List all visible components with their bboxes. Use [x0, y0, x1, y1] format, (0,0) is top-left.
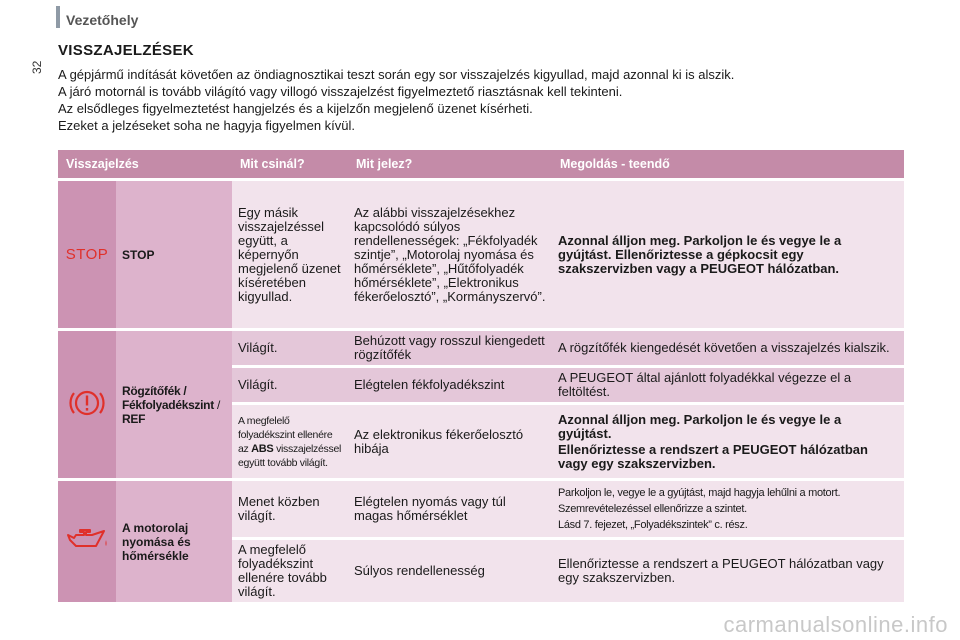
table-row — [58, 478, 904, 537]
solution: Azonnal álljon meg. Parkoljon le és vegye le a gyújtást. Ellenőriztesse a gépkocsit egy szakszervizben vagy a PEUGEOT hálózatban. — [552, 178, 904, 328]
what-it-does: Egy másik visszajelzéssel együtt, a képernyőn megjelenő üzenet kíséretében kigyullad. — [232, 178, 348, 328]
oil-icon-cell — [58, 478, 116, 602]
what-it-does — [232, 402, 348, 478]
solution: A PEUGEOT által ajánlott folyadékkal végezze el a feltöltést. — [552, 365, 904, 402]
what-it-does: A megfelelő folyadékszint ellenére tovább világít. — [232, 537, 348, 602]
solution — [552, 402, 904, 478]
what-it-does: Menet közben világít. — [232, 478, 348, 537]
signal-name: A motorolaj nyomása és hőmérsékle — [116, 478, 232, 602]
signal-name-part: Rögzítőfék / — [122, 383, 187, 398]
intro-line: A gépjármű indítását követően az öndiagnosztikai teszt során egy sor visszajelzés kigyullad, majd azonnal ki is alszik. — [58, 67, 735, 82]
signal-name: STOP — [116, 178, 232, 328]
signal-name-part: REF — [122, 411, 146, 426]
solution-line: Parkoljon le, vegye le a gyújtást, majd hagyja lehűlni a motort. — [558, 487, 841, 499]
abs-label: ABS — [251, 442, 274, 455]
what-it-does: Világít. — [232, 365, 348, 402]
what-text: A megfelelő folyadékszint ellenére az — [238, 414, 333, 455]
page-heading: VISSZAJELZÉSEK — [58, 42, 194, 59]
watermark: carmanualsonline.info — [723, 612, 948, 637]
page-number: 32 — [30, 60, 44, 74]
solution — [552, 478, 904, 537]
solution-line: Azonnal álljon meg. Parkoljon le és vegye le a gyújtást. — [558, 411, 842, 441]
stop-warning-icon: STOP — [65, 245, 109, 263]
signal-name-separator: / — [213, 397, 220, 412]
solution-line: Szemrevételezéssel ellenőrizze a szintet. — [558, 503, 747, 515]
intro-line: Ezeket a jelzéseket soha ne hagyja figyelmen kívül. — [58, 118, 356, 133]
what-it-means: Az elektronikus fékerőelosztó hibája — [348, 402, 552, 478]
table-row — [58, 328, 904, 365]
column-header: Mit csinál? — [232, 150, 348, 178]
what-text: visszajelzéssel együtt tovább világít. — [238, 442, 342, 469]
intro-line: Az elsődleges figyelmeztetést hangjelzés és a kijelzőn megjelenő üzenet kísérheti. — [58, 101, 533, 116]
table-row — [58, 178, 904, 328]
brake-icon-cell — [58, 328, 116, 478]
signal-name — [116, 328, 232, 478]
what-it-means: Behúzott vagy rosszul kiengedett rögzítőfék — [348, 328, 552, 365]
intro-text — [58, 66, 938, 134]
section-title: Vezetőhely — [66, 12, 139, 28]
what-it-means: Az alábbi visszajelzésekhez kapcsolódó súlyos rendellenességek: „Fékfolyadék szintje”, „Motorolaj nyomása és hőmérséklete”, „Hűtőfolyadék hőmérséklete”, „Elektronikus fékerőelosztó”, „Kormányszervó”. — [348, 178, 552, 328]
warning-lights-table — [58, 150, 904, 602]
brake-warning-icon — [67, 383, 107, 423]
what-it-means: Súlyos rendellenesség — [348, 537, 552, 602]
solution: A rögzítőfék kiengedését követően a visszajelzés kialszik. — [552, 328, 904, 365]
intro-line: A járó motornál is tovább világító vagy villogó visszajelzést figyelmeztető riasztásnak kell tekinteni. — [58, 84, 623, 99]
header-accent-bar — [56, 6, 60, 28]
oil-can-icon — [64, 526, 110, 554]
what-it-means: Elégtelen fékfolyadékszint — [348, 365, 552, 402]
column-header: Megoldás - teendő — [552, 150, 904, 178]
table-header-row — [58, 150, 904, 178]
column-header: Mit jelez? — [348, 150, 552, 178]
column-header: Visszajelzés — [58, 150, 232, 178]
solution-line: Lásd 7. fejezet, „Folyadékszintek” c. rész. — [558, 519, 748, 531]
stop-icon-cell — [58, 178, 116, 328]
signal-name-part: Fékfolyadékszint — [122, 397, 214, 412]
solution-line: Ellenőriztesse a rendszert a PEUGEOT hálózatban vagy egy szakszervizben. — [558, 441, 868, 471]
what-it-means: Elégtelen nyomás vagy túl magas hőmérséklet — [348, 478, 552, 537]
solution: Ellenőriztesse a rendszert a PEUGEOT hálózatban vagy egy szakszervizben. — [552, 537, 904, 602]
what-it-does: Világít. — [232, 328, 348, 365]
